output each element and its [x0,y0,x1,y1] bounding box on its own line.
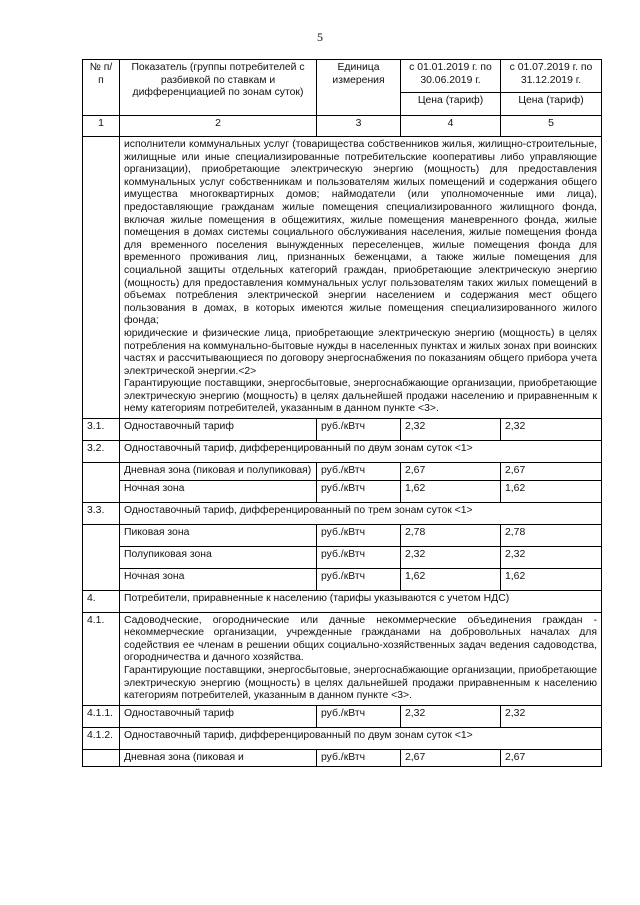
intro-paragraph-2: юридические и физические лица, приобретающие электрическую энергию (мощность) в целях потребления на коммунально-бытовые нужды в населенных пунктах и жилых зонах при воинских частях и рассчитывающиеся по договору энергоснабжения по показаниям общего прибора учета электрической энергии.<2> [124,327,597,377]
header-row [83,60,602,93]
table-row: Пиковая зона руб./кВтч 2,78 2,78 [83,524,602,546]
colnum-1: 1 [83,116,120,137]
colnum-4: 4 [401,116,501,137]
table-row: Ночная зона руб./кВтч 1,62 1,62 [83,480,602,502]
header-num: № п/п [83,60,120,116]
table-row: 4.1.2. Одноставочный тариф, дифференцированный по двум зонам суток <1> [83,727,602,749]
table-row: 3.3. Одноставочный тариф, дифференцированный по трем зонам суток <1> [83,502,602,524]
table-row: 4.1. Садоводческие, огороднические или дачные некоммерческие объединения граждан - некоммерческие организации, учрежденные гражданами на добровольных началах для содействия ее членам в решении общих социально-хозяйственных задач ведения садоводства, огородничества и дачного хозяйства. Гарантирующие поставщики, энергосбытовые, энергоснабжающие организации, приобретающие электрическую энергию (мощность) в целях дальнейшей продажи приравненным к населению категориям потребителей, указанным в данном пункте <3>. [83,612,602,705]
table-row: 4.1.1. Одноставочный тариф руб./кВтч 2,32 2,32 [83,705,602,727]
intro-row [83,137,602,419]
column-numbers-row [83,116,602,137]
table-row: 4. Потребители, приравненные к населению (тарифы указываются с учетом НДС) [83,590,602,612]
intro-paragraph-1: исполнители коммунальных услуг (товарищества собственников жилья, жилищно-строительные, жилищные или иные специализированные потребительские кооперативы либо управляющие организации), приобретающие электрическую энергию (мощность) для предоставления коммунальных услуг собственникам и пользователям жилых помещений и содержания общего имущества многоквартирных домов; наймодатели (или уполномоченные ими лица), предоставляющие гражданам жилые помещения специализированного жилищного фонда, включая жилые помещения в общежитиях, жилые помещения маневренного фонда, жилые помещения в домах системы социального обслуживания населения, жилые помещения фонда для временного поселения вынужденных переселенцев, жилые помещения фонда для временного проживания лиц, признанных беженцами, а также жилые помещения для социальной защиты отдельных категорий граждан, приобретающие электрическую энергию (мощность) для предоставления коммунальных услуг пользователям таких жилых помещений в объемах потребления электрической энергии населением и содержания мест общего пользования в домах, в которых имеются жилые помещения специализированного жилого фонда; [124,139,597,327]
table-row: Ночная зона руб./кВтч 1,62 1,62 [83,568,602,590]
intro-paragraph-3: Гарантирующие поставщики, энергосбытовые, энергоснабжающие организации, приобретающие электрическую энергию (мощность) в целях дальнейшей продажи населению и приравненным к нему категориям потребителей, указанным в данном пункте <3>. [124,378,597,415]
colnum-3: 3 [317,116,401,137]
table-row: Полупиковая зона руб./кВтч 2,32 2,32 [83,546,602,568]
table-row: 3.2. Одноставочный тариф, дифференцированный по двум зонам суток <1> [83,441,602,463]
page-number: 5 [317,30,323,44]
table-row: Дневная зона (пиковая и руб./кВтч 2,67 2,67 [83,749,602,767]
colnum-5: 5 [501,116,602,137]
table-row: Дневная зона (пиковая и полупиковая) руб./кВтч 2,67 2,67 [83,463,602,481]
price-label-2: Цена (тариф) [501,93,602,116]
table-row: 3.1. Одноставочный тариф руб./кВтч 2,32 2,32 [83,419,602,441]
header-indicator: Показатель (группы потребителей с разбивкой по ставкам и дифференциацией по зонам суток) [120,60,317,116]
tariff-table [82,59,602,767]
header-period-2: с 01.07.2019 г. по 31.12.2019 г. [501,60,602,93]
intro-text-cell [120,137,602,419]
header-period-1: с 01.01.2019 г. по 30.06.2019 г. [401,60,501,93]
header-unit: Единица измерения [317,60,401,116]
price-label-1: Цена (тариф) [401,93,501,116]
colnum-2: 2 [120,116,317,137]
